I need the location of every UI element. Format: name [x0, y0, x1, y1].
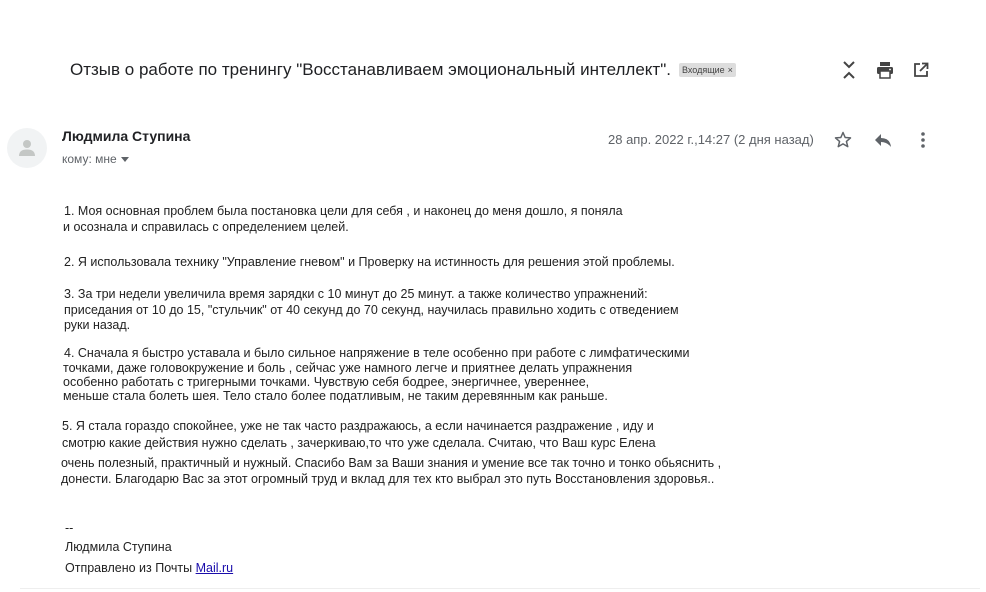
signature-name: Людмила Ступина	[65, 540, 172, 554]
body-line: донести. Благодарю Вас за этот огромный труд и вклад для тех кто выбрал это путь Восстановления здоровья..	[61, 472, 715, 486]
avatar	[7, 128, 47, 168]
body-line: 2. Я использовала технику "Управление гневом" и Проверку на истинность для решения этой проблемы.	[64, 255, 675, 269]
divider	[20, 588, 980, 589]
body-line: точками, даже головокружение и боль , сейчас уже намного легче и приятнее делать упражнения	[63, 361, 633, 375]
sent-from-text: Отправлено из Почты	[65, 561, 193, 575]
body-line: меньше стала болеть шея. Тело стало более податливым, не таким деревянным как раньше.	[63, 389, 608, 403]
email-subject: Отзыв о работе по тренингу "Восстанавливаем эмоциональный интеллект".	[70, 60, 671, 79]
mailru-link[interactable]: Mail.ru	[195, 561, 234, 575]
remove-label-icon[interactable]: ×	[727, 65, 733, 75]
body-line: и осознала и справилась с определением целей.	[63, 220, 349, 234]
reply-icon[interactable]	[870, 127, 896, 153]
inbox-label-chip[interactable]	[679, 63, 736, 77]
chevron-down-icon[interactable]	[121, 157, 129, 162]
print-icon[interactable]	[872, 57, 898, 83]
body-line: смотрю какие действия нужно сделать , зачеркиваю,то что уже сделала. Считаю, что Ваш курс Елена	[62, 436, 656, 450]
recipient-label: кому: мне	[62, 152, 117, 166]
body-line: 1. Моя основная проблем была постановка цели для себя , и наконец до меня дошло, я поняла	[64, 204, 623, 218]
content-fade	[0, 486, 986, 496]
body-line: 3. За три недели увеличила время зарядки с 10 минут до 25 минут. а также количество упражнений:	[64, 287, 648, 301]
signature-dashes: --	[65, 521, 74, 535]
email-date: 28 апр. 2022 г.,14:27 (2 дня назад)	[608, 132, 814, 147]
open-in-new-icon[interactable]	[908, 57, 934, 83]
star-icon[interactable]	[830, 127, 856, 153]
body-line: 4. Сначала я быстро уставала и было сильное напряжение в теле особенно при работе с лимфатическими	[64, 346, 690, 360]
body-line: очень полезный, практичный и нужный. Спасибо Вам за Ваши знания и умение все так точно и тонко обьяснить ,	[61, 456, 722, 470]
more-vert-icon[interactable]	[910, 127, 936, 153]
unfold-icon[interactable]	[836, 57, 862, 83]
label-text: Входящие	[682, 65, 725, 75]
body-line: 5. Я стала гораздо спокойнее, уже не так часто раздражаюсь, а если начинается раздражение , иду и	[62, 419, 654, 433]
person-icon	[16, 137, 38, 159]
sender-name[interactable]: Людмила Ступина	[62, 128, 191, 144]
signature-sent-from	[65, 561, 233, 575]
body-line: особенно работать с тригерными точками. Чувствую себя бодрее, энергичнее, увереннее,	[63, 375, 590, 389]
body-line: руки назад.	[64, 318, 131, 332]
body-line: приседания от 10 до 15, "стульчик" от 40 секунд до 70 секунд, научилась правильно ходить с отведением	[64, 303, 679, 317]
recipient-details-toggle[interactable]	[62, 152, 129, 166]
